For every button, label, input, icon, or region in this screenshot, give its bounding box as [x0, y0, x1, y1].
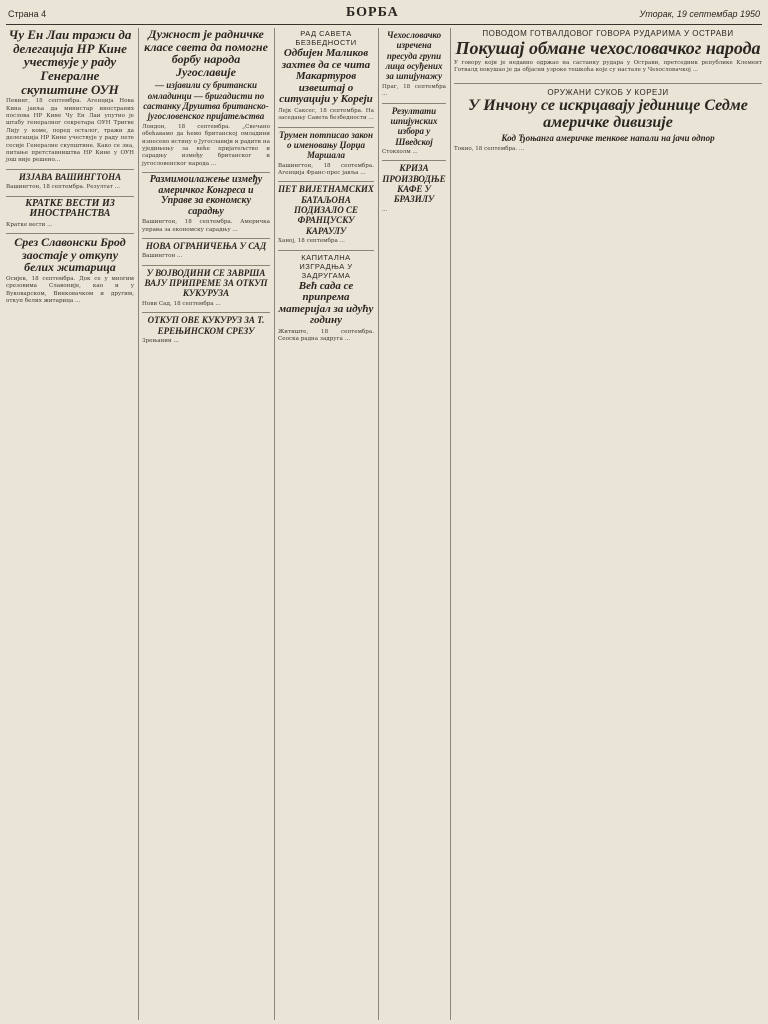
column-4 [382, 28, 446, 1018]
column-3 [278, 28, 374, 1018]
col3-headline: Одбијен Маликов захтев да се чита Макартуров извештај о ситуацији у Кореји [279, 47, 373, 106]
col2-sec3-body: Вашингтон ... [142, 253, 183, 260]
paper-name: БОРБА [346, 5, 399, 20]
column-1 [6, 28, 134, 1018]
col4-sec1-title: Чехословачко изречена пресуда групи лица осуђених за шпијунажу [385, 30, 443, 82]
col1-feature-headline: Срез Славонски Брод заостаје у откупу белих житарица [14, 235, 126, 275]
right-body: У говору који је недавно одржао на састанку рудара у Острави, претседник републике Клемент Готвалд покушао је да објасни узроке тешкоћа које су настале у Чехословачкој ... [454, 59, 764, 74]
col2-sec3-title: НОВА ОГРАНИЧЕЊА У САД [145, 241, 267, 251]
col2-sec2-title: Размимоилажење између америчког Конгреса и Управе за економску сарадњу [149, 174, 263, 217]
col3-body: Лејк Саксес, 18 септембра. На заседању Савета безбедности ... [278, 107, 376, 122]
col1-sec3-body: Кратке вести ... [6, 221, 53, 228]
col3-sec2-title: Трумен потписао закон о именовању Џорџа Маршала [278, 129, 374, 161]
page-label: Страна 4 [8, 9, 47, 19]
col2-headline: Дужност је радничке класе света да помогне борбу народа Југославије [144, 27, 268, 79]
col4-sec2-body: Стокхолм ... [382, 148, 418, 155]
col4-sec2-title: Резултати шпијунских избора у Шведској [390, 105, 438, 147]
col1-feature-body: Осијек, 18 септембра. Док се у многим срезовима Славоније, као и у Вуковарском, Винковачком и другим, откуп белих житарица ... [6, 275, 136, 305]
col3-feature-kicker: КАПИТАЛНА ИЗГРАДЊА У ЗАДРУГАМА [299, 252, 353, 280]
col3-sec2-body: Вашингтон, 18 септембра. Агенција Франс-прес јавља ... [278, 162, 376, 176]
bottom-headline: У Инчону се искрцавају јединице Седме америчке дивизије [468, 96, 748, 131]
col2-sec5-title: ОТКУП ОВЕ КУКУРУЗ ЗА Т. ЕРЕЊИНСКОМ СРЕЗУ [147, 315, 265, 336]
col4-sec1-body: Праг, 18 септембра ... [382, 83, 448, 98]
col1-headline: Чу Ен Лаи тражи да делегација НР Кине учествује у раду Генералне скупштине ОУН [8, 27, 132, 97]
col2-sec4-body: Нови Сад, 18 септембра ... [142, 300, 221, 307]
col1-sec2-title: ИЗЈАВА ВАШИНГТОНА [18, 171, 122, 182]
date-line: Уторак, 19 септембар 1950 [639, 9, 760, 19]
column-2 [142, 28, 270, 1018]
col3-kicker: РАД САВЕТА БЕЗБЕДНОСТИ [295, 29, 357, 47]
col4-sec3-title: КРИЗА ПРОИЗВОДЊЕ КАФЕ У БРАЗИЛУ [382, 163, 446, 205]
col4-sec3-body: ... [382, 206, 388, 213]
right-block [454, 28, 762, 1018]
col3-feature-headline: Већ сада се припрема материјал за идућу годину [278, 279, 374, 327]
right-kicker: ПОВОДОМ ГОТВАЛДОВОГ ГОВОРА РУДАРИМА У ОСТРАВИ [482, 29, 734, 38]
col1-sec2-body: Вашингтон, 18 септембра. Резултат ... [6, 184, 121, 191]
bottom-body: Токио, 18 септембра. ... [454, 145, 525, 152]
col2-sec5-body: Зрењанин ... [142, 337, 179, 344]
col1-body: Пекинг, 18 септембра. Агенција Нова Кина јавља да министар иностраних послова НР Кине Чу Ен Лаи упутио је штабу генералног секретара ОУН Тригве Лију у коме, поред осталог, тражи да делегација НР Кине учествује у раду пете сесије Генералне скупштине. Како се зна, питање претставништва НР Кине у ОУН још није решено... [6, 98, 136, 164]
bottom-subhead: Код Ђоњанга америчке тенкове напали на јачи одпор [501, 133, 715, 144]
col1-sec3-title: КРАТКЕ ВЕСТИ ИЗ ИНОСТРАНСТВА [25, 197, 115, 220]
col2-body: Лондон, 18 септембра. „Свечано обећавамо да ћемо британској омладини изнесено истину о Југославији и радити на уједињењу за веће пријатељство и сарадњу између британског и југословенског народа ... [142, 123, 272, 167]
masthead [6, 4, 762, 25]
col2-subhead: — изјавили су британски омладинци — бригадисти по састанку Друштва британско-југословенског пријатељства [143, 80, 269, 122]
bottom-kicker: ОРУЖАНИ СУКОБ У КОРЕЈИ [547, 87, 669, 97]
col3-feature-body: Житиште, 18 септембра. Сеоска радна задруга ... [278, 328, 376, 343]
col2-sec2-body: Вашингтон, 18 септембра. Америчка управа за економску сарадњу ... [142, 219, 272, 233]
col3-sec3-body: Ханој, 18 септембра ... [278, 238, 345, 245]
col2-sec4-title: У ВОЈВОДИНИ СЕ ЗАВРША ВАЈУ ПРИПРЕМЕ ЗА ОТКУП КУКУРУЗА [144, 267, 268, 299]
col3-sec3-title: ПЕТ ВИЈЕТНАМСКИХ БАТАЉОНА ПОДИЗАЛО СЕ ФРАНЦУСКУ КАРАУЛУ [278, 184, 374, 236]
right-headline: Покушај обмане чехословачког народа [455, 38, 761, 58]
